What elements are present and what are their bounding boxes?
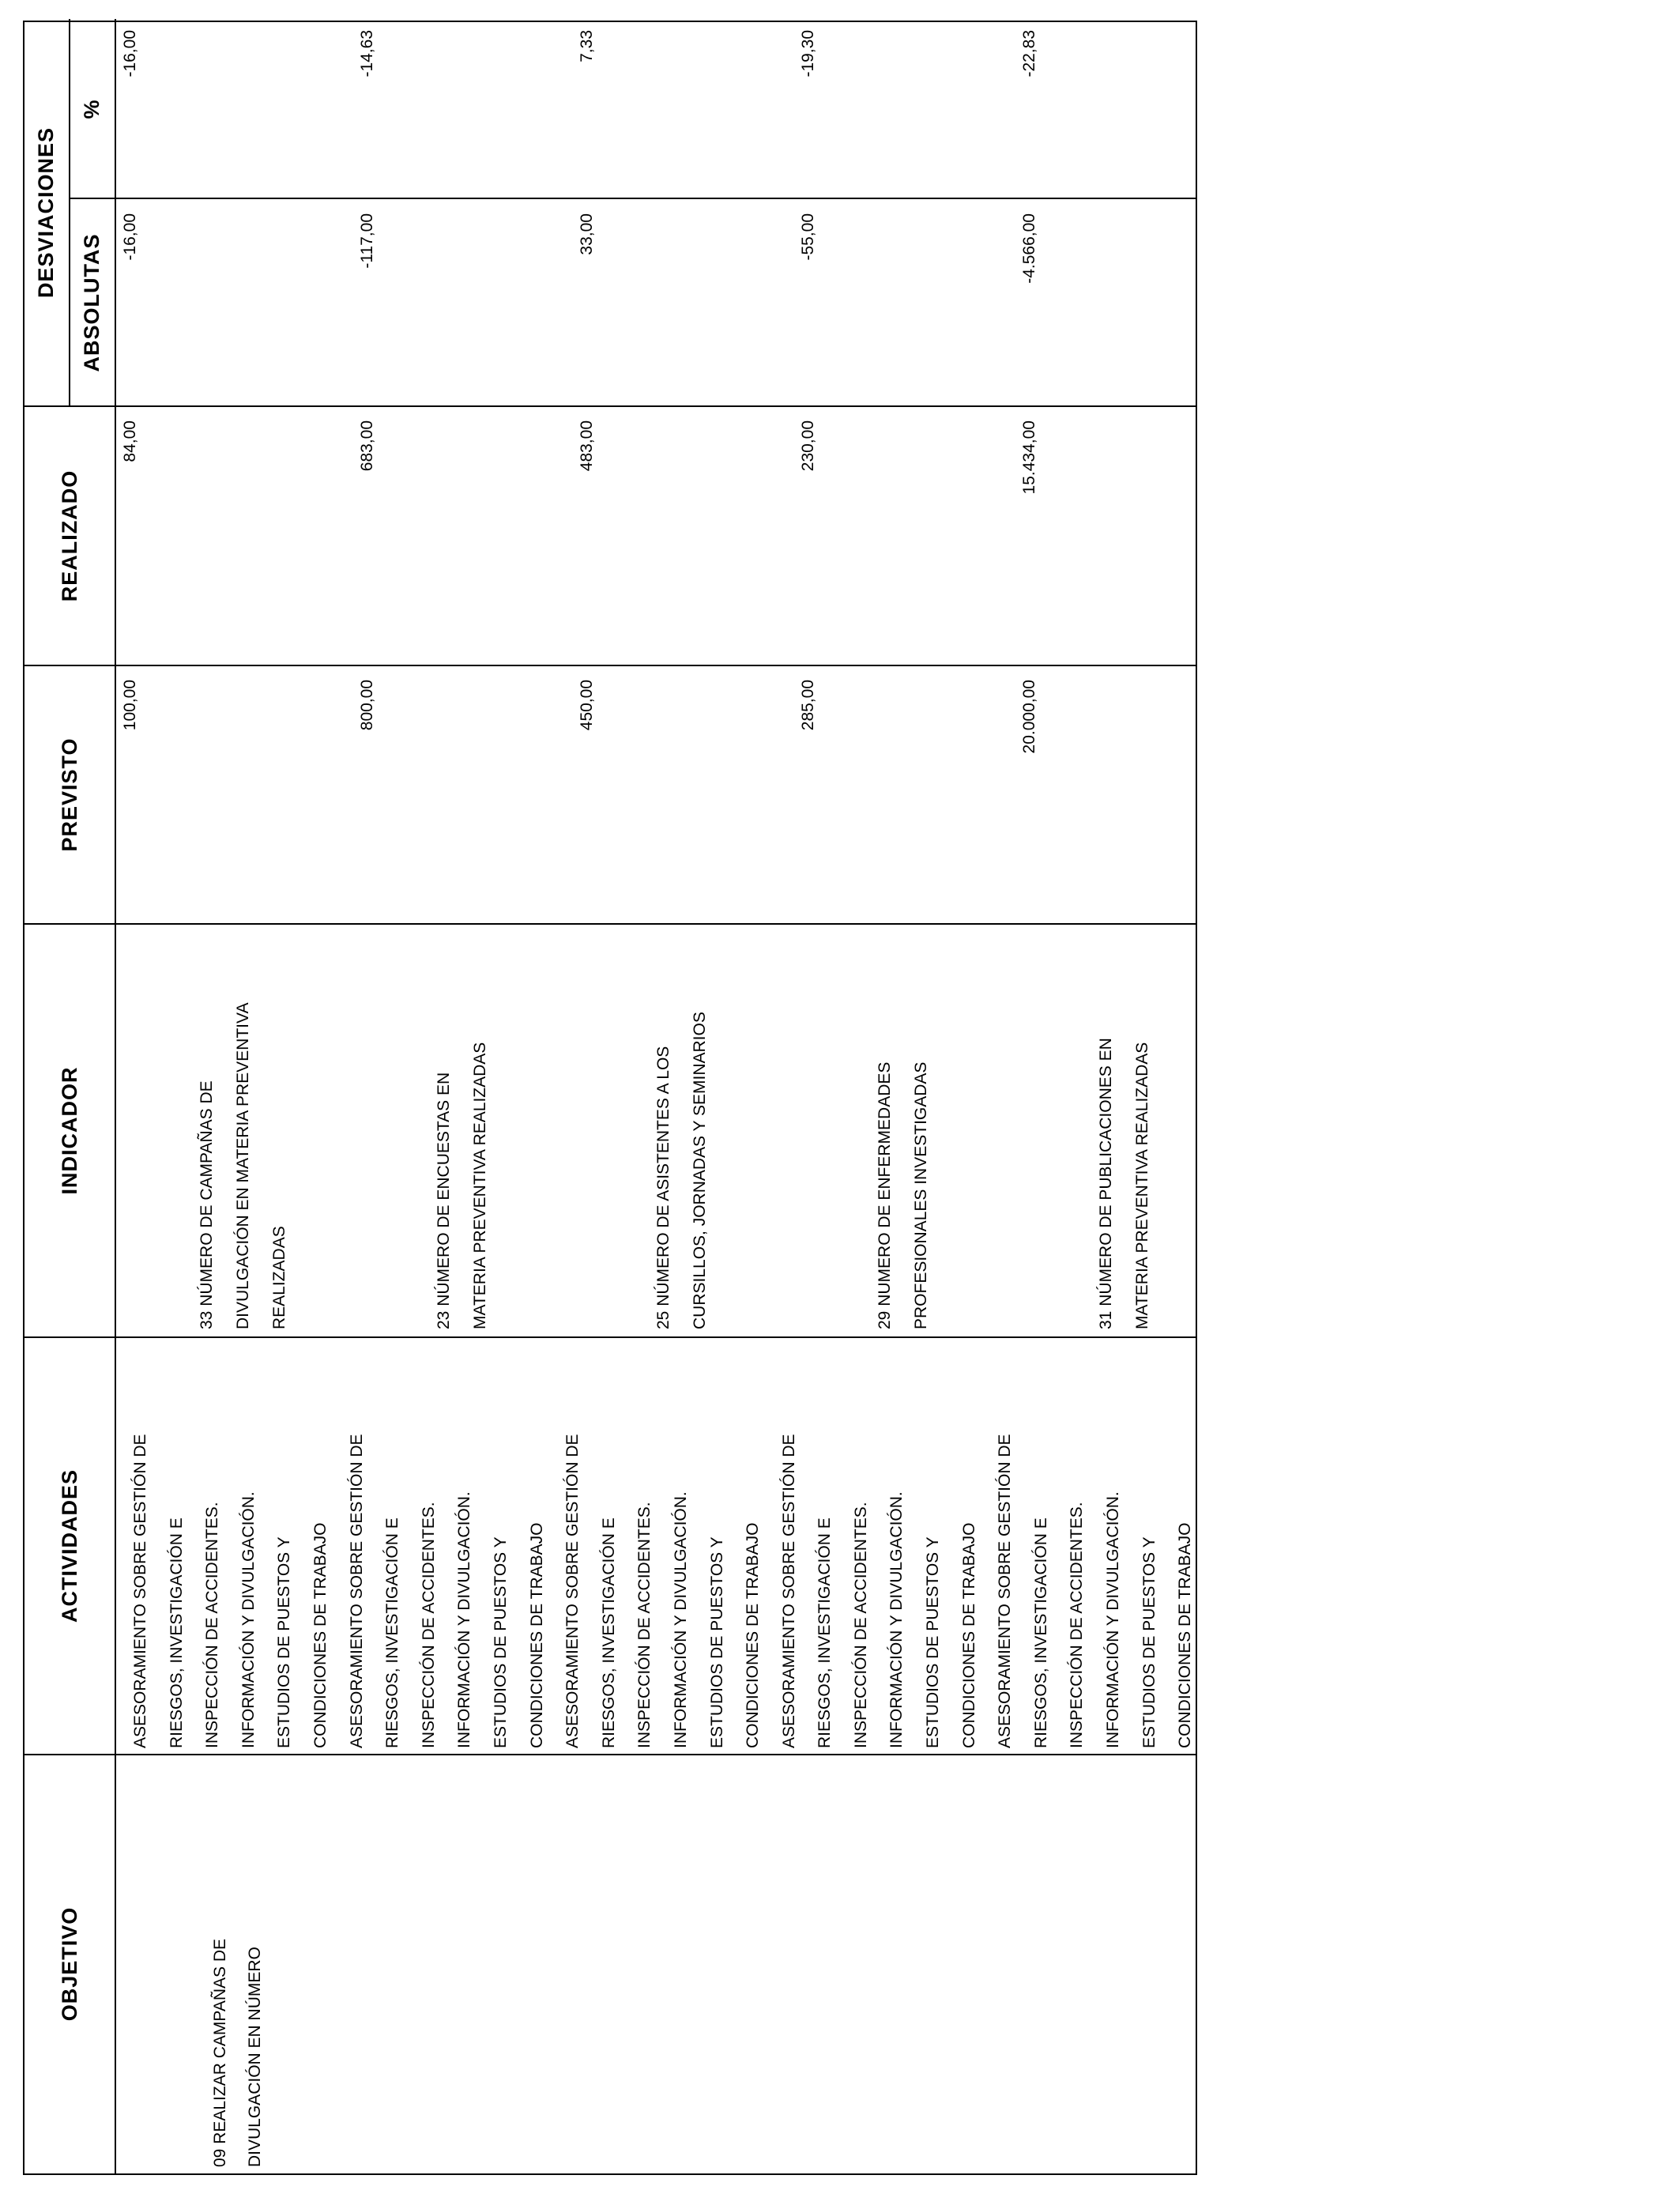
actividad-line: RIESGOS, INVESTIGACIÓN E — [599, 1517, 618, 1748]
header-desviaciones: DESVIACIONES — [34, 126, 58, 299]
actividad-line: ESTUDIOS DE PUESTOS Y — [275, 1536, 294, 1748]
actividades-list — [122, 1434, 1203, 1748]
indicador-cell — [189, 1003, 298, 1329]
desviaciones-subheader-rule — [69, 19, 70, 406]
actividad-line: RIESGOS, INVESTIGACIÓN E — [383, 1517, 402, 1748]
value-porcentaje: 7,33 — [578, 30, 596, 62]
indicador-cell — [867, 1062, 940, 1329]
actividad-line: CONDICIONES DE TRABAJO — [311, 1522, 330, 1748]
actividad-line: RIESGOS, INVESTIGACIÓN E — [816, 1517, 834, 1748]
actividad-line: INFORMACIÓN Y DIVULGACIÓN. — [455, 1491, 474, 1748]
value-realizado: 230,00 — [799, 420, 817, 472]
indicador-line: CURSILLOS, JORNADAS Y SEMINARIOS — [691, 1012, 709, 1329]
value-porcentaje: -22,83 — [1020, 30, 1038, 77]
indicador-line: MATERIA PREVENTIVA REALIZADAS — [471, 1042, 489, 1329]
actividad-line: ASESORAMIENTO SOBRE GESTIÓN DE — [131, 1434, 149, 1748]
col-separator-porcentaje — [69, 198, 1196, 199]
indicador-line: 25 NÚMERO DE ASISTENTES A LOS — [654, 1046, 672, 1329]
value-previsto: 285,00 — [799, 680, 817, 731]
value-previsto: 800,00 — [358, 680, 376, 731]
actividad-line: ASESORAMIENTO SOBRE GESTIÓN DE — [347, 1434, 366, 1748]
indicador-line: DIVULGACIÓN EN MATERIA PREVENTIVA — [234, 1002, 252, 1329]
header-actividades: ACTIVIDADES — [58, 1469, 81, 1623]
indicador-line: MATERIA PREVENTIVA REALIZADAS — [1133, 1042, 1151, 1329]
value-absolutas: 33,00 — [578, 213, 596, 255]
value-previsto: 450,00 — [578, 680, 596, 731]
value-porcentaje: -19,30 — [799, 30, 817, 77]
header-indicador: INDICADOR — [58, 1066, 81, 1195]
actividad-line: INFORMACIÓN Y DIVULGACIÓN. — [887, 1491, 906, 1748]
header-previsto: PREVISTO — [58, 737, 81, 852]
actividad-line: CONDICIONES DE TRABAJO — [744, 1522, 763, 1748]
value-absolutas: -16,00 — [121, 213, 139, 261]
value-porcentaje: -16,00 — [121, 30, 139, 77]
actividad-line: INSPECCIÓN DE ACCIDENTES. — [1068, 1502, 1087, 1748]
value-realizado: 483,00 — [578, 420, 596, 472]
value-previsto: 100,00 — [121, 680, 139, 731]
col-separator-previsto — [24, 923, 1196, 925]
value-previsto: 20.000,00 — [1020, 680, 1038, 754]
actividad-line: ASESORAMIENTO SOBRE GESTIÓN DE — [563, 1434, 582, 1748]
value-porcentaje: -14,63 — [358, 30, 376, 77]
objetivo-line: 09 REALIZAR CAMPAÑAS DE — [211, 1938, 229, 2167]
indicador-line: 33 NÚMERO DE CAMPAÑAS DE — [198, 1080, 216, 1329]
actividad-line: ASESORAMIENTO SOBRE GESTIÓN DE — [996, 1434, 1015, 1748]
actividad-line: INFORMACIÓN Y DIVULGACIÓN. — [1104, 1491, 1123, 1748]
col-separator-desviaciones — [24, 405, 1196, 407]
actividad-line: INSPECCIÓN DE ACCIDENTES. — [203, 1502, 222, 1748]
indicador-cell — [426, 1042, 499, 1329]
value-realizado: 683,00 — [358, 420, 376, 472]
header-realizado: REALIZADO — [58, 469, 81, 602]
value-absolutas: -4.566,00 — [1020, 213, 1038, 284]
col-separator-realizado — [24, 665, 1196, 666]
col-separator-indicador — [24, 1336, 1196, 1338]
indicador-cell — [1088, 1038, 1161, 1329]
indicador-line: 23 NÚMERO DE ENCUESTAS EN — [435, 1072, 453, 1329]
actividad-line: INFORMACIÓN Y DIVULGACIÓN. — [239, 1491, 258, 1748]
objetivo-text — [203, 1939, 273, 2167]
indicador-cell — [646, 1012, 718, 1329]
actividad-line: CONDICIONES DE TRABAJO — [1176, 1522, 1195, 1748]
actividad-line: INSPECCIÓN DE ACCIDENTES. — [419, 1502, 438, 1748]
actividad-line: ASESORAMIENTO SOBRE GESTIÓN DE — [779, 1434, 798, 1748]
header-objetivo: OBJETIVO — [58, 1906, 81, 2022]
actividad-line: INSPECCIÓN DE ACCIDENTES. — [851, 1502, 870, 1748]
col-separator-actividades — [24, 1754, 1196, 1755]
actividad-line: INFORMACIÓN Y DIVULGACIÓN. — [671, 1491, 690, 1748]
results-table — [23, 21, 1197, 2175]
objetivo-line: DIVULGACIÓN EN NÚMERO — [246, 1947, 264, 2167]
header-absolutas: ABSOLUTAS — [80, 233, 104, 372]
header-rule — [115, 19, 116, 2173]
value-absolutas: -117,00 — [358, 213, 376, 269]
actividad-line: ESTUDIOS DE PUESTOS Y — [924, 1536, 943, 1748]
actividad-line: RIESGOS, INVESTIGACIÓN E — [167, 1517, 186, 1748]
value-realizado: 84,00 — [121, 420, 139, 462]
indicador-line: REALIZADAS — [270, 1226, 288, 1329]
actividad-line: RIESGOS, INVESTIGACIÓN E — [1031, 1517, 1050, 1748]
indicador-line: 29 NUMERO DE ENFERMEDADES — [876, 1061, 894, 1329]
indicador-line: 31 NÚMERO DE PUBLICACIONES EN — [1097, 1038, 1115, 1329]
actividad-line: CONDICIONES DE TRABAJO — [527, 1522, 546, 1748]
actividad-line: INSPECCIÓN DE ACCIDENTES. — [635, 1502, 654, 1748]
indicador-line: PROFESIONALES INVESTIGADAS — [912, 1061, 930, 1329]
value-absolutas: -55,00 — [799, 213, 817, 261]
actividad-line: ESTUDIOS DE PUESTOS Y — [491, 1536, 510, 1748]
value-realizado: 15.434,00 — [1020, 420, 1038, 495]
actividad-line: ESTUDIOS DE PUESTOS Y — [707, 1536, 726, 1748]
header-porcentaje: % — [80, 99, 104, 119]
actividad-line: ESTUDIOS DE PUESTOS Y — [1139, 1536, 1158, 1748]
actividad-line: CONDICIONES DE TRABAJO — [959, 1522, 978, 1748]
